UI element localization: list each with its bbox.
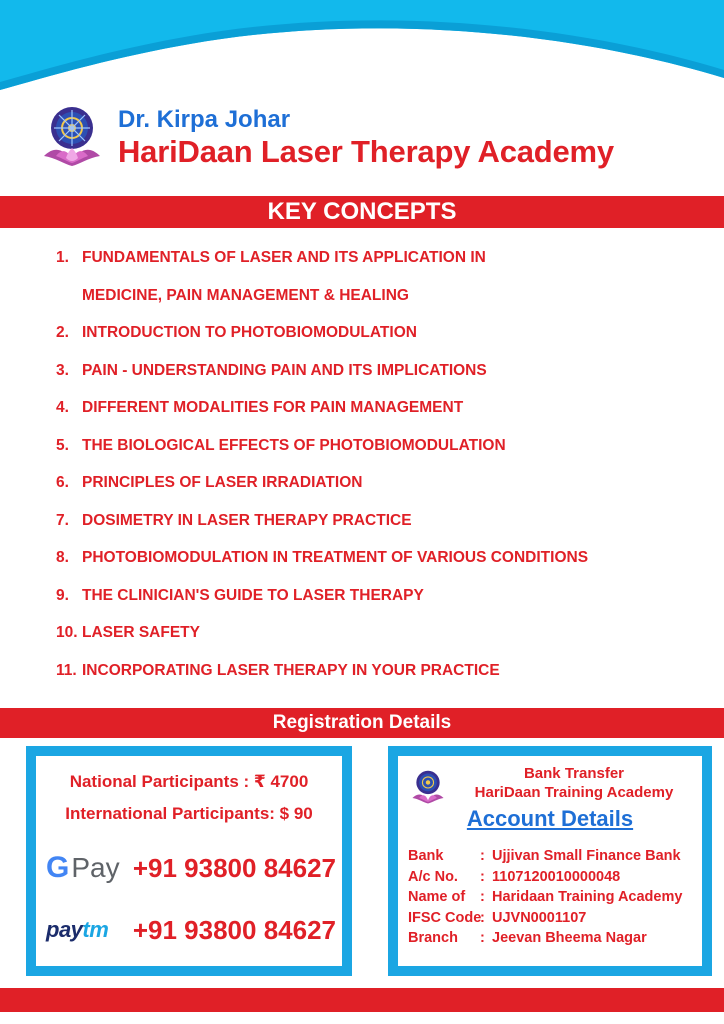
concept-number: 5. (56, 436, 69, 454)
concept-number: 11. (56, 661, 77, 679)
concept-number: 9. (56, 586, 69, 604)
concept-text: PHOTOBIOMODULATION IN TREATMENT OF VARIOUS CONDITIONS (82, 549, 589, 566)
account-value: UJVN0001107 (492, 909, 587, 926)
concept-item-9 (56, 582, 696, 620)
concept-text: FUNDAMENTALS OF LASER AND ITS APPLICATION IN (82, 249, 486, 266)
concept-number: 1. (56, 249, 69, 266)
concept-text: DIFFERENT MODALITIES FOR PAIN MANAGEMENT (82, 399, 464, 416)
account-value: Ujjivan Small Finance Bank (492, 848, 681, 864)
paytm-logo-tm: tm (82, 917, 109, 942)
bank-academy-name: HariDaan Training Academy (474, 784, 674, 801)
bank-panel-body (398, 756, 702, 966)
concept-item-5 (56, 432, 696, 470)
academy-header (36, 102, 696, 182)
account-row-branch: Branch : Jeevan Bheema Nagar (408, 928, 682, 949)
account-row-ifsc: IFSC Code : UJVN0001107 (408, 908, 682, 929)
concept-item-2 (56, 319, 696, 357)
account-row-bank: Bank : Ujjivan Small Finance Bank (408, 846, 682, 867)
account-key: IFSC Code (408, 909, 482, 926)
concept-item-3 (56, 357, 696, 395)
paytm-phone[interactable]: +91 93800 84627 (132, 914, 336, 945)
paytm-logo-pay: pay (46, 917, 83, 942)
gpay-row (46, 848, 336, 888)
account-value: Jeevan Bheema Nagar (492, 930, 647, 946)
concept-text: INCORPORATING LASER THERAPY IN YOUR PRACTICE (82, 661, 500, 679)
concept-text: DOSIMETRY IN LASER THERAPY PRACTICE (82, 511, 412, 529)
account-row-name: Name of : Haridaan Training Academy (408, 887, 682, 908)
concept-item-7 (56, 507, 696, 545)
fees-panel (26, 746, 352, 976)
concept-item-4 (56, 394, 696, 432)
concept-number: 10. (56, 624, 78, 641)
concept-text: PAIN - UNDERSTANDING PAIN AND ITS IMPLICATIONS (82, 361, 487, 379)
gpay-logo-text: Pay (71, 852, 120, 883)
key-concepts-heading: KEY CONCEPTS (0, 196, 724, 228)
top-wave-decoration (0, 0, 724, 100)
concept-item-1-continued (56, 282, 696, 320)
concept-number: 3. (56, 361, 69, 379)
fees-panel-body (36, 756, 342, 966)
concept-text: MEDICINE, PAIN MANAGEMENT & HEALING (82, 286, 409, 304)
account-key: Bank (408, 848, 444, 864)
account-value: Haridaan Training Academy (492, 889, 683, 905)
concept-item-11 (56, 657, 696, 695)
account-details-title: Account Details (466, 806, 634, 831)
international-fee: International Participants: $ 90 (65, 804, 313, 823)
account-details-table (408, 846, 682, 949)
concept-text: THE CLINICIAN'S GUIDE TO LASER THERAPY (82, 586, 424, 604)
concept-number: 7. (56, 511, 69, 529)
bank-transfer-label: Bank Transfer (523, 765, 625, 782)
footer-band (0, 988, 724, 1012)
account-key: A/c No. (408, 868, 458, 885)
account-value: 1107120010000048 (492, 868, 621, 885)
national-fee: National Participants : ₹ 4700 (69, 772, 309, 791)
bank-panel (388, 746, 712, 976)
paytm-row (46, 910, 336, 950)
key-concepts-list (56, 244, 696, 694)
concept-text: LASER SAFETY (82, 624, 200, 641)
bank-transfer-heading (456, 764, 692, 802)
concept-item-6 (56, 469, 696, 507)
lotus-mandala-icon (36, 102, 108, 174)
paytm-logo-icon (46, 917, 127, 943)
gpay-phone[interactable]: +91 93800 84627 (132, 852, 336, 883)
concept-item-1 (56, 244, 696, 282)
gpay-logo-g: G (46, 851, 70, 884)
academy-title: HariDaan Laser Therapy Academy (118, 134, 614, 169)
concept-number: 8. (56, 549, 69, 566)
concept-text: INTRODUCTION TO PHOTOBIOMODULATION (82, 324, 417, 341)
gpay-logo-icon (46, 851, 127, 885)
concept-item-8 (56, 544, 696, 582)
concept-text: PRINCIPLES OF LASER IRRADIATION (82, 474, 363, 491)
concept-number: 2. (56, 324, 69, 341)
concept-number: 4. (56, 399, 69, 416)
concept-text: THE BIOLOGICAL EFFECTS OF PHOTOBIOMODULATION (82, 436, 506, 454)
concept-number: 6. (56, 474, 69, 491)
lotus-mandala-icon (408, 768, 448, 808)
concept-item-10 (56, 619, 696, 657)
account-key: Branch (408, 930, 458, 946)
doctor-name: Dr. Kirpa Johar (118, 106, 291, 133)
account-key: Name of (408, 889, 466, 905)
registration-heading: Registration Details (0, 708, 724, 738)
account-row-number: A/c No. : 1107120010000048 (408, 867, 682, 888)
